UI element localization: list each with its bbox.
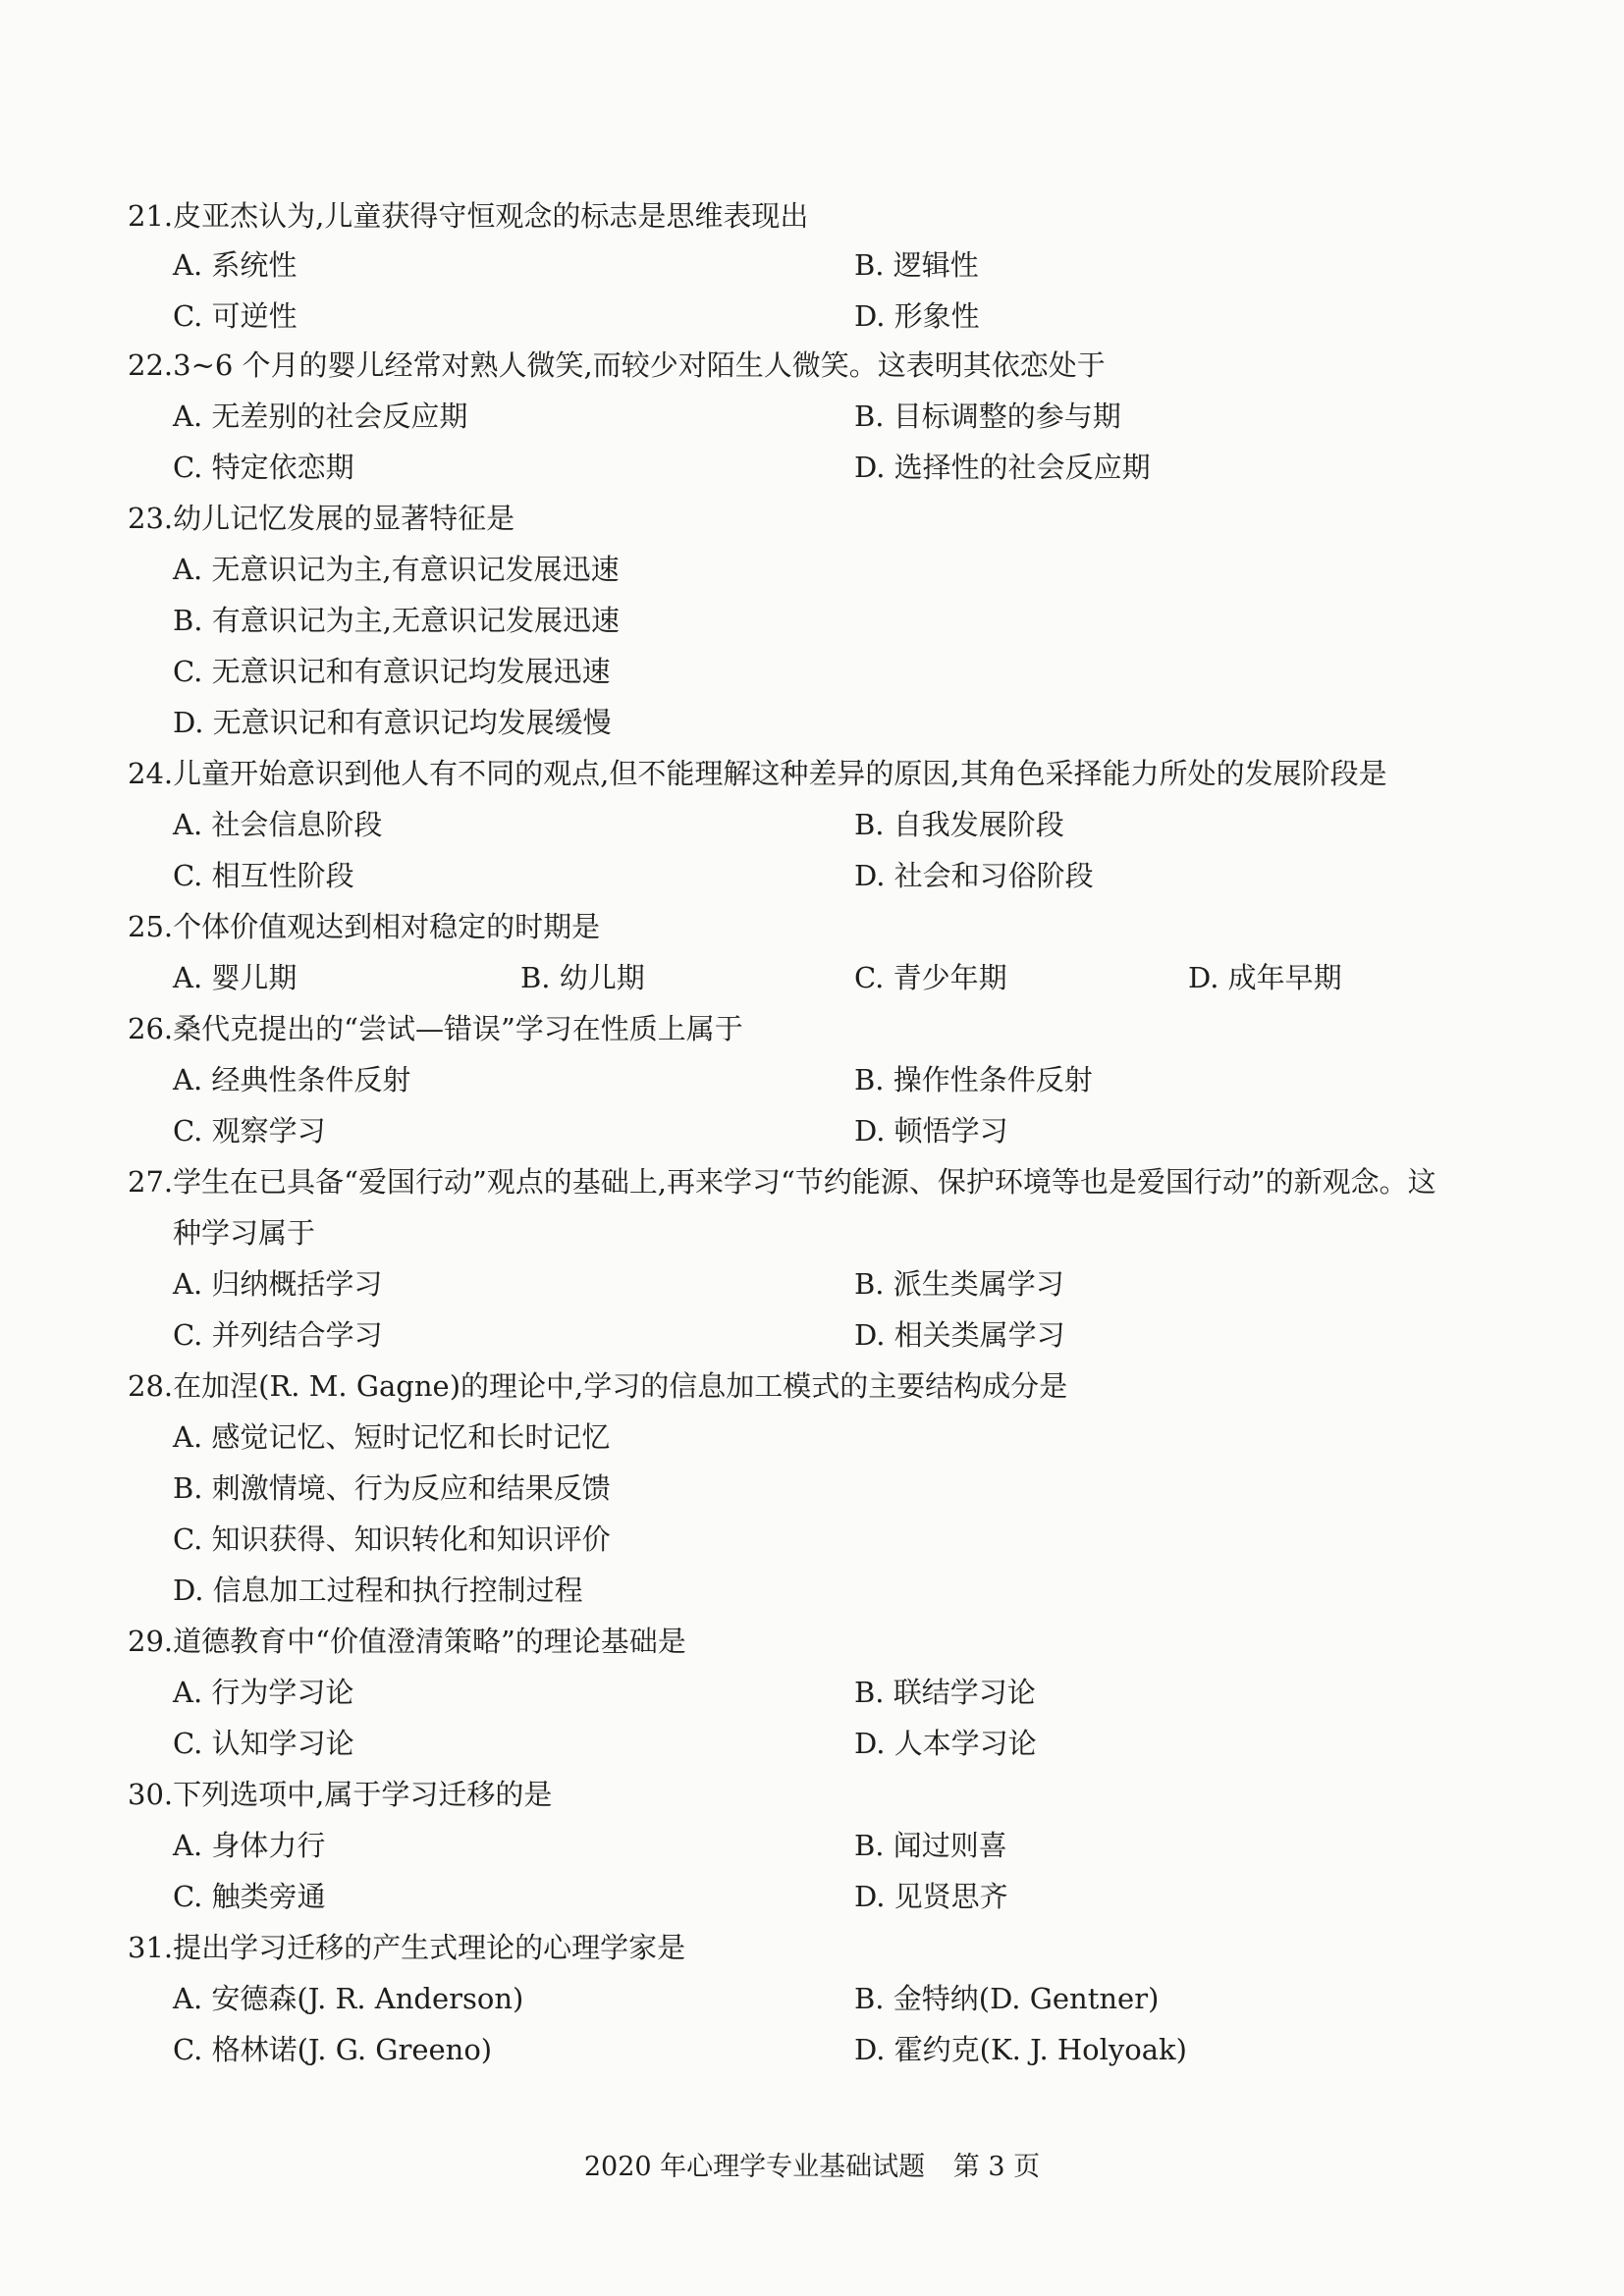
answer-option bbox=[520, 958, 645, 997]
answer-option bbox=[173, 703, 612, 742]
answer-option bbox=[173, 448, 354, 487]
answer-option bbox=[854, 1673, 1036, 1712]
option-text: 无意识记为主,有意识记发展迅速 bbox=[211, 553, 620, 586]
question-text: 提出学习迁移的产生式理论的心理学家是 bbox=[173, 1931, 686, 1964]
question-text: 种学习属于 bbox=[173, 1216, 316, 1250]
question-number: 31. bbox=[128, 1931, 174, 1964]
option-label: B. bbox=[854, 248, 893, 282]
answer-option bbox=[173, 1468, 611, 1508]
question-number: 30. bbox=[128, 1778, 174, 1811]
option-label: B. bbox=[854, 1267, 893, 1301]
option-text: 无意识记和有意识记均发展缓慢 bbox=[212, 706, 612, 739]
answer-option bbox=[173, 601, 620, 640]
option-label: A. bbox=[173, 961, 212, 994]
question-number: 28. bbox=[128, 1369, 174, 1403]
option-label: C. bbox=[173, 1727, 212, 1760]
question-text: 在加涅(R. M. Gagne)的理论中,学习的信息加工模式的主要结构成分是 bbox=[173, 1369, 1068, 1403]
question-text: 幼儿记忆发展的显著特征是 bbox=[173, 502, 515, 535]
option-label: C. bbox=[173, 655, 212, 688]
option-label: D. bbox=[854, 859, 894, 892]
option-text: 形象性 bbox=[893, 299, 980, 333]
question-text: 学生在已具备“爱国行动”观点的基础上,再来学习“节约能源、保护环境等也是爱国行动”的新观念。这 bbox=[173, 1165, 1436, 1199]
question-text: 桑代克提出的“尝试—错误”学习在性质上属于 bbox=[173, 1012, 743, 1045]
option-label: B. bbox=[854, 1982, 893, 2015]
option-label: A. bbox=[173, 1420, 212, 1454]
option-text: 操作性条件反射 bbox=[893, 1063, 1093, 1096]
option-label: D. bbox=[854, 451, 894, 484]
option-label: D. bbox=[854, 1727, 894, 1760]
option-label: D. bbox=[854, 299, 894, 333]
answer-option bbox=[854, 296, 980, 336]
question-stem bbox=[128, 1366, 1067, 1406]
question-text: 个体价值观达到相对稳定的时期是 bbox=[173, 910, 601, 943]
option-label: D. bbox=[854, 1880, 894, 1913]
option-label: C. bbox=[173, 2033, 212, 2066]
option-label: D. bbox=[854, 1318, 894, 1352]
question-text: 儿童开始意识到他人有不同的观点,但不能理解这种差异的原因,其角色采择能力所处的发展阶段是 bbox=[173, 757, 1387, 790]
option-text: 闻过则喜 bbox=[893, 1829, 1007, 1862]
question-text: 道德教育中“价值澄清策略”的理论基础是 bbox=[173, 1625, 686, 1658]
option-text: 无意识记和有意识记均发展迅速 bbox=[211, 655, 611, 688]
question-stem bbox=[128, 196, 808, 236]
option-text: 顿悟学习 bbox=[893, 1114, 1008, 1148]
option-text: 选择性的社会反应期 bbox=[893, 451, 1151, 484]
option-label: C. bbox=[854, 961, 893, 994]
answer-option bbox=[1188, 958, 1342, 997]
option-text: 安德森(J. R. Anderson) bbox=[211, 1982, 524, 2015]
option-label: A. bbox=[173, 553, 212, 586]
option-label: B. bbox=[854, 400, 893, 433]
option-text: 观察学习 bbox=[211, 1114, 326, 1148]
answer-option bbox=[173, 1520, 611, 1559]
option-text: 相关类属学习 bbox=[893, 1318, 1065, 1352]
question-stem bbox=[128, 1162, 1436, 1201]
option-text: 派生类属学习 bbox=[893, 1267, 1064, 1301]
question-text: 皮亚杰认为,儿童获得守恒观念的标志是思维表现出 bbox=[173, 199, 809, 233]
option-text: 无差别的社会反应期 bbox=[211, 400, 468, 433]
option-text: 系统性 bbox=[211, 248, 298, 282]
question-number: 27. bbox=[128, 1165, 174, 1199]
answer-option bbox=[854, 2030, 1187, 2069]
option-text: 特定依恋期 bbox=[211, 451, 354, 484]
question-stem bbox=[128, 499, 514, 538]
option-text: 相互性阶段 bbox=[211, 859, 354, 892]
answer-option bbox=[173, 245, 297, 285]
question-number: 21. bbox=[128, 199, 174, 233]
question-stem bbox=[128, 907, 600, 946]
option-label: A. bbox=[173, 400, 212, 433]
question-stem bbox=[128, 1928, 685, 1967]
question-stem bbox=[128, 1622, 686, 1661]
option-text: 身体力行 bbox=[211, 1829, 326, 1862]
question-number: 24. bbox=[128, 757, 174, 790]
option-text: 知识获得、知识转化和知识评价 bbox=[211, 1522, 611, 1556]
answer-option bbox=[854, 1724, 1037, 1763]
option-label: A. bbox=[173, 1267, 212, 1301]
option-text: 并列结合学习 bbox=[211, 1318, 383, 1352]
question-number: 26. bbox=[128, 1012, 174, 1045]
option-text: 见贤思齐 bbox=[893, 1880, 1008, 1913]
option-text: 幼儿期 bbox=[559, 961, 645, 994]
option-text: 目标调整的参与期 bbox=[893, 400, 1121, 433]
answer-option bbox=[173, 1724, 354, 1763]
answer-option bbox=[854, 448, 1151, 487]
option-label: B. bbox=[854, 808, 893, 841]
option-text: 信息加工过程和执行控制过程 bbox=[212, 1574, 583, 1607]
option-label: A. bbox=[173, 248, 212, 282]
answer-option bbox=[854, 805, 1064, 844]
option-label: B. bbox=[520, 961, 560, 994]
option-label: A. bbox=[173, 1982, 212, 2015]
option-label: C. bbox=[173, 1522, 212, 1556]
page-footer bbox=[0, 2145, 1624, 2183]
option-text: 金特纳(D. Gentner) bbox=[893, 1982, 1160, 2015]
option-text: 认知学习论 bbox=[211, 1727, 354, 1760]
answer-option bbox=[173, 1673, 353, 1712]
answer-option bbox=[173, 1315, 383, 1355]
question-number: 25. bbox=[128, 910, 174, 943]
answer-option bbox=[173, 1111, 326, 1150]
question-text: 下列选项中,属于学习迁移的是 bbox=[173, 1778, 553, 1811]
option-text: 社会和习俗阶段 bbox=[893, 859, 1094, 892]
question-number: 29. bbox=[128, 1625, 174, 1658]
option-label: D. bbox=[173, 1574, 213, 1607]
question-stem-continued bbox=[173, 1213, 315, 1253]
option-label: D. bbox=[854, 2033, 894, 2066]
option-text: 感觉记忆、短时记忆和长时记忆 bbox=[211, 1420, 611, 1454]
answer-option bbox=[173, 1877, 326, 1916]
answer-option bbox=[173, 397, 467, 436]
option-label: B. bbox=[173, 1471, 212, 1505]
option-label: B. bbox=[854, 1829, 893, 1862]
answer-option bbox=[854, 1264, 1064, 1304]
option-label: C. bbox=[173, 299, 212, 333]
option-text: 自我发展阶段 bbox=[893, 808, 1064, 841]
option-label: D. bbox=[854, 1114, 894, 1148]
answer-option bbox=[173, 1417, 610, 1457]
answer-option bbox=[854, 1979, 1159, 2018]
answer-option bbox=[173, 958, 297, 997]
footer-title: 2020 年心理学专业基础试题 bbox=[583, 2152, 926, 2182]
option-label: C. bbox=[173, 1318, 212, 1352]
answer-option bbox=[173, 1060, 410, 1099]
answer-option bbox=[854, 856, 1094, 895]
option-text: 格林诺(J. G. Greeno) bbox=[211, 2033, 493, 2066]
option-label: D. bbox=[173, 706, 213, 739]
option-label: C. bbox=[173, 859, 212, 892]
option-text: 可逆性 bbox=[211, 299, 298, 333]
option-text: 青少年期 bbox=[893, 961, 1007, 994]
answer-option bbox=[173, 1571, 583, 1610]
option-label: B. bbox=[173, 604, 212, 637]
option-text: 行为学习论 bbox=[211, 1676, 354, 1709]
answer-option bbox=[173, 856, 354, 895]
option-label: B. bbox=[854, 1063, 893, 1096]
answer-option bbox=[854, 958, 1007, 997]
answer-option bbox=[173, 296, 298, 336]
footer-page-number: 第 3 页 bbox=[952, 2152, 1041, 2182]
answer-option bbox=[854, 1111, 1008, 1150]
option-label: C. bbox=[173, 1114, 212, 1148]
question-number: 22. bbox=[128, 348, 174, 382]
answer-option bbox=[854, 245, 979, 285]
option-text: 归纳概括学习 bbox=[211, 1267, 383, 1301]
option-label: A. bbox=[173, 1829, 212, 1862]
option-text: 联结学习论 bbox=[893, 1676, 1036, 1709]
answer-option bbox=[173, 652, 611, 691]
question-text: 3~6 个月的婴儿经常对熟人微笑,而较少对陌生人微笑。这表明其依恋处于 bbox=[173, 348, 1106, 382]
question-stem bbox=[128, 346, 1106, 385]
question-stem bbox=[128, 754, 1387, 793]
answer-option bbox=[854, 1060, 1093, 1099]
answer-option bbox=[173, 1979, 523, 2018]
option-text: 人本学习论 bbox=[893, 1727, 1037, 1760]
answer-option bbox=[854, 1877, 1008, 1916]
option-text: 霍约克(K. J. Holyoak) bbox=[893, 2033, 1187, 2066]
option-text: 有意识记为主,无意识记发展迅速 bbox=[211, 604, 620, 637]
answer-option bbox=[173, 1264, 382, 1304]
option-text: 社会信息阶段 bbox=[211, 808, 383, 841]
option-text: 刺激情境、行为反应和结果反馈 bbox=[211, 1471, 611, 1505]
answer-option bbox=[854, 1315, 1065, 1355]
option-label: A. bbox=[173, 1676, 212, 1709]
answer-option bbox=[854, 1826, 1007, 1865]
option-text: 经典性条件反射 bbox=[211, 1063, 411, 1096]
option-text: 逻辑性 bbox=[893, 248, 979, 282]
answer-option bbox=[173, 1826, 325, 1865]
option-label: B. bbox=[854, 1676, 893, 1709]
option-label: C. bbox=[173, 1880, 212, 1913]
answer-option bbox=[173, 805, 382, 844]
option-label: D. bbox=[1188, 961, 1228, 994]
option-label: A. bbox=[173, 808, 212, 841]
answer-option bbox=[173, 550, 620, 589]
option-label: A. bbox=[173, 1063, 212, 1096]
answer-option bbox=[854, 397, 1121, 436]
option-label: C. bbox=[173, 451, 212, 484]
option-text: 婴儿期 bbox=[211, 961, 298, 994]
option-text: 成年早期 bbox=[1227, 961, 1342, 994]
question-stem bbox=[128, 1775, 552, 1814]
question-number: 23. bbox=[128, 502, 174, 535]
option-text: 触类旁通 bbox=[211, 1880, 326, 1913]
question-stem bbox=[128, 1009, 743, 1048]
answer-option bbox=[173, 2030, 492, 2069]
